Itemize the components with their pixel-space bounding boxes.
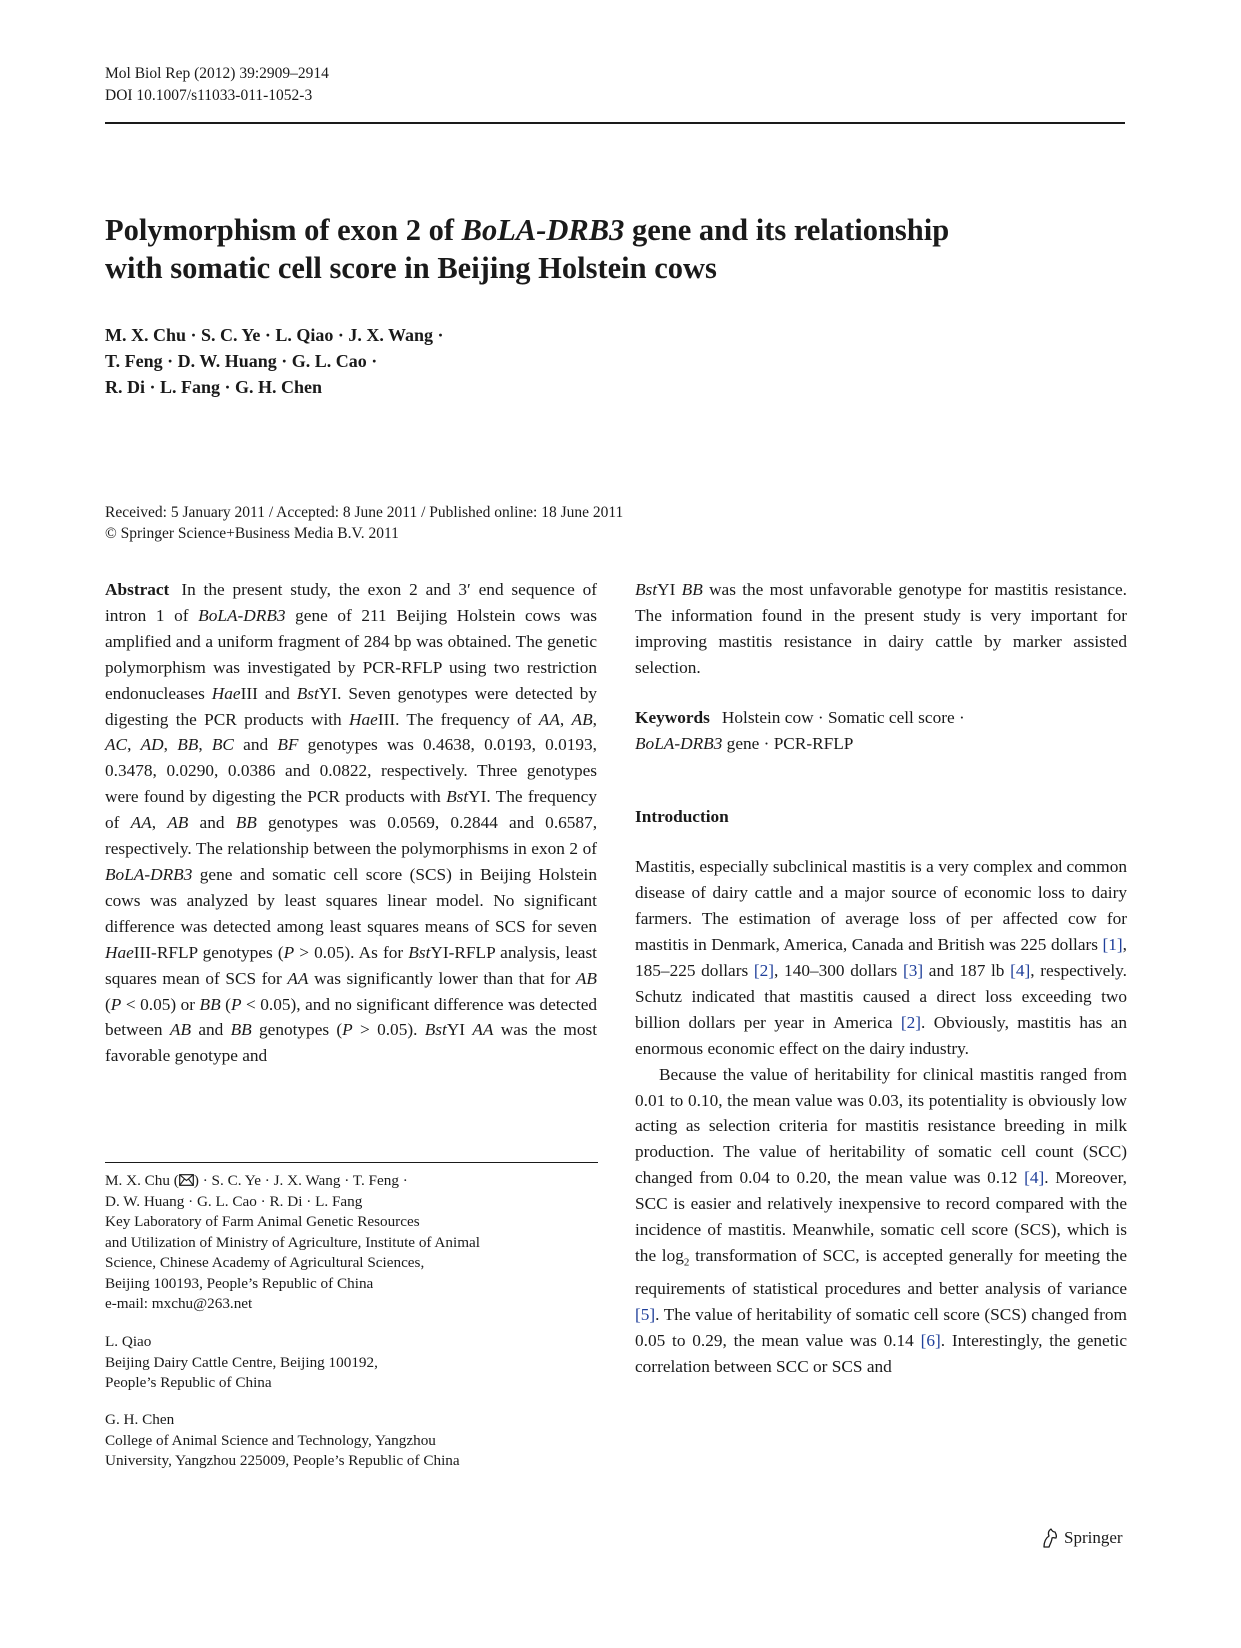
citation-link[interactable]: [2] [900,1012,922,1032]
author-list: M. X. Chu · S. C. Ye · L. Qiao · J. X. Wang · T. Feng · D. W. Huang · G. L. Cao · R. Di · L. Fang · G. H. Chen [105,325,444,397]
email[interactable]: e-mail: mxchu@263.net [105,1295,253,1312]
citation-link[interactable]: [6] [920,1331,941,1351]
publisher-logo [1040,1527,1123,1549]
publisher-name: Springer [1064,1528,1123,1547]
citation-link[interactable]: [5] [635,1305,656,1325]
history-dates: Received: 5 January 2011 / Accepted: 8 June 2011 / Published online: 18 June 2011 [105,504,624,521]
publication-dates [105,502,623,544]
journal-doi: DOI 10.1007/s11033-011-1052-3 [105,87,313,104]
introduction-heading: Introduction [635,807,729,827]
springer-horse-icon [1040,1527,1060,1549]
intro-paragraph-2: Because the value of heritability for clinical mastitis ranged from 0.01 to 0.10, the mean value was 0.03, its potentiality is obviously low acting as selection criteria for mastitis resistance breeding in milk production. The value of heritability of somatic cell count (SCC) changed from 0.04 to 0.20, the mean value was 0.12 [4]. Moreover, SCC is easier and relatively inexpensive to record compared with the incidence of mastitis. Meanwhile, somatic cell score (SCS), which is the $\log_2$ transformation of SCC, is accepted generally for meeting the requirements of statistical procedures and better analysis of variance [5]. The value of heritability of somatic cell score (SCS) changed from 0.05 to 0.29, the mean value was 0.14 [6]. Interestingly, the genetic correlation between SCC or SCS and [635,1064,1128,1377]
citation-link[interactable]: [4] [1024,1168,1045,1188]
citation-link[interactable]: [2] [753,960,775,980]
intro-paragraph-1: Mastitis, especially subclinical mastitis is a very complex and common disease of dairy cattle and a major source of economic loss to dairy farmers. The estimation of average loss of per affected cow for mastitis in Denmark, America, Canada and British was 225 dollars [1], 185–225 dollars [2], 140–300 dollars [3] and 187 lb [4], respectively. Schutz indicated that mastitis caused a direct loss exceeding two billion dollars per year in America [2]. Obviously, mastitis has an enormous economic effect on the dairy industry. [635,857,1127,1058]
journal-header [105,63,329,107]
citation-link[interactable]: [3] [902,960,924,980]
keywords-label: Keywords [635,707,710,727]
copyright: © Springer Science+Business Media B.V. 2011 [105,525,399,542]
right-column [635,577,1127,1380]
article-title: Polymorphism of exon 2 of BoLA-DRB3 gene and its relationship with somatic cell score in Beijing Holstein cows [105,213,950,285]
citation-link[interactable]: [1] [1102,935,1123,955]
footnote-rule [105,1162,598,1163]
abstract [105,577,597,1069]
envelope-icon [179,1174,194,1186]
journal-citation: Mol Biol Rep (2012) 39:2909–2914 [105,65,329,82]
abstract-label: Abstract [105,580,170,599]
keywords: Keywords Holstein cow · Somatic cell score · BoLA-DRB3 gene · PCR-RFLP [635,707,965,753]
affiliation-1: M. X. Chu ( ) · S. C. Ye · J. X. Wang · T. Feng · D. W. Huang · G. L. Cao · R. Di · L. Fang Key Laboratory of Farm Animal Genetic Resources and Utilization of Ministry of Agriculture, Institute of Animal Science, Chinese Academy of Agricultural Sciences, Beijing 100193, People’s Republic of China e-mail: mxchu@263.net [105,1171,605,1315]
affiliation-3: G. H. Chen College of Animal Science and Technology, Yangzhou University, Yangzhou 225009, People’s Republic of China [105,1411,460,1469]
citation-link[interactable]: [4] [1010,960,1031,980]
affiliation-2: L. Qiao Beijing Dairy Cattle Centre, Beijing 100192, People’s Republic of China [105,1333,378,1391]
header-rule [105,122,1125,124]
abstract-continued: BstYI BB was the most unfavorable genotype for mastitis resistance. The information found in the present study is very important for improving mastitis resistance in dairy cattle by marker assisted selection. [635,580,1127,677]
abstract-text: Abstract In the present study, the exon 2 and 3′ end sequence of intron 1 of BoLA-DRB3 gene of 211 Beijing Holstein cows was amplified and a uniform fragment of 284 bp was obtained. The genetic polymorphism was investigated by PCR-RFLP using two restriction endonucleases HaeIII and BstYI. Seven genotypes were detected by digesting the PCR products with HaeIII. The frequency of AA, AB, AC, AD, BB, BC and BF genotypes was 0.4638, 0.0193, 0.0193, 0.3478, 0.0290, 0.0386 and 0.0822, respectively. Three genotypes were found by digesting the PCR products with BstYI. The frequency of AA, AB and BB genotypes was 0.0569, 0.2844 and 0.6587, respectively. The relationship between the polymorphisms in exon 2 of BoLA-DRB3 gene and somatic cell score (SCS) in Beijing Holstein cows was analyzed by least squares linear model. No significant difference was detected among least squares means of SCS for seven HaeIII-RFLP genotypes (P > 0.05). As for BstYI-RFLP analysis, least squares mean of SCS for AA was significantly lower than that for AB (P < 0.05) or BB (P < 0.05), and no significant difference was detected between AB and BB genotypes (P > 0.05). BstYI AA was the most favorable genotype and [105,580,598,1066]
